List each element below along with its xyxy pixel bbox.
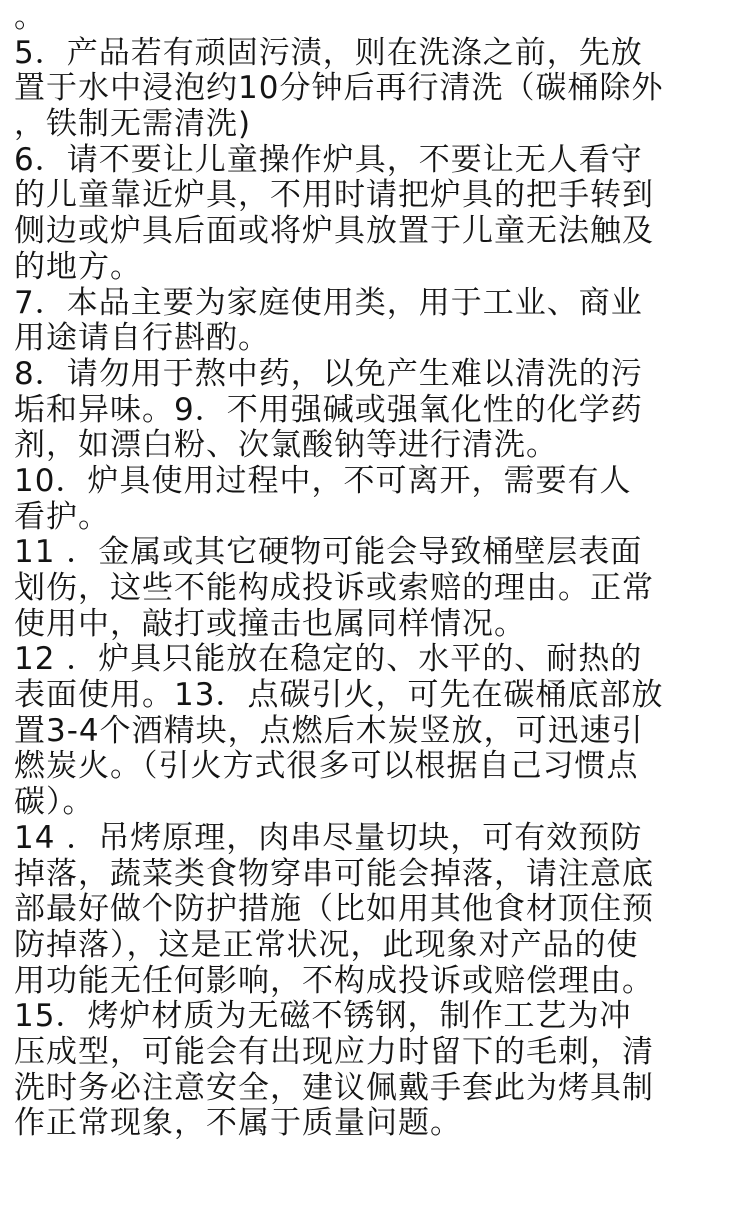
text-line: 5．产品若有顽固污渍，则在洗涤之前，先放 — [14, 35, 643, 71]
text-line: 作正常现象，不属于质量问题。 — [14, 1106, 462, 1142]
text-line: 防掉落），这是正常状况，此现象对产品的使 — [14, 927, 639, 963]
text-line: 用途请自行斟酌。 — [14, 321, 270, 357]
text-line: 看护。 — [14, 499, 110, 535]
text-line: 10．炉具使用过程中，不可离开，需要有人 — [14, 463, 632, 499]
text-line: 置于水中浸泡约10分钟后再行清洗（碳桶除外 — [14, 71, 664, 107]
text-line: 压成型，可能会有出现应力时留下的毛刺，清 — [14, 1034, 654, 1070]
text-line: 7．本品主要为家庭使用类，用于工业、商业 — [14, 285, 643, 321]
text-line: 部最好做个防护措施（比如用其他食材顶住预 — [14, 892, 654, 928]
text-line: 碳）。 — [14, 785, 95, 821]
text-line: 8．请勿用于熬中药，以免产生难以清洗的污 — [14, 356, 643, 392]
text-line: 置3-4个酒精块，点燃后木炭竖放，可迅速引 — [14, 713, 644, 749]
text-line: 的儿童靠近炉具，不用时请把炉具的把手转到 — [14, 178, 654, 214]
text-line: 。 — [14, 0, 46, 35]
text-line: 用功能无任何影响，不构成投诉或赔偿理由。 — [14, 963, 654, 999]
text-line: 的地方。 — [14, 249, 142, 285]
text-line: 表面使用。13．点碳引火，可先在碳桶底部放 — [14, 678, 664, 714]
text-line: 燃炭火。（引火方式很多可以根据自己习惯点 — [14, 749, 639, 785]
text-line: 15．烤炉材质为无磁不锈钢，制作工艺为冲 — [14, 999, 632, 1035]
instruction-text-block — [14, 0, 744, 1142]
text-line: 6．请不要让儿童操作炉具，不要让无人看守 — [14, 142, 643, 178]
text-line: 11 ．金属或其它硬物可能会导致桶壁层表面 — [14, 535, 643, 571]
text-line: 侧边或炉具后面或将炉具放置于儿童无法触及 — [14, 214, 654, 250]
text-line: 掉落，蔬菜类食物穿串可能会掉落，请注意底 — [14, 856, 654, 892]
text-line: 洗时务必注意安全，建议佩戴手套此为烤具制 — [14, 1070, 654, 1106]
text-line: 使用中，敲打或撞击也属同样情况。 — [14, 606, 526, 642]
text-line: 12 ．炉具只能放在稳定的、水平的、耐热的 — [14, 642, 643, 678]
text-line: ，铁制无需清洗) — [14, 107, 252, 143]
text-line: 划伤，这些不能构成投诉或索赔的理由。正常 — [14, 571, 654, 606]
text-line: 剂，如漂白粉、次氯酸钠等进行清洗。 — [14, 428, 558, 464]
text-line: 垢和异味。9．不用强碱或强氧化性的化学药 — [14, 392, 643, 428]
text-line: 14 ．吊烤原理，肉串尽量切块，可有效预防 — [14, 820, 643, 856]
